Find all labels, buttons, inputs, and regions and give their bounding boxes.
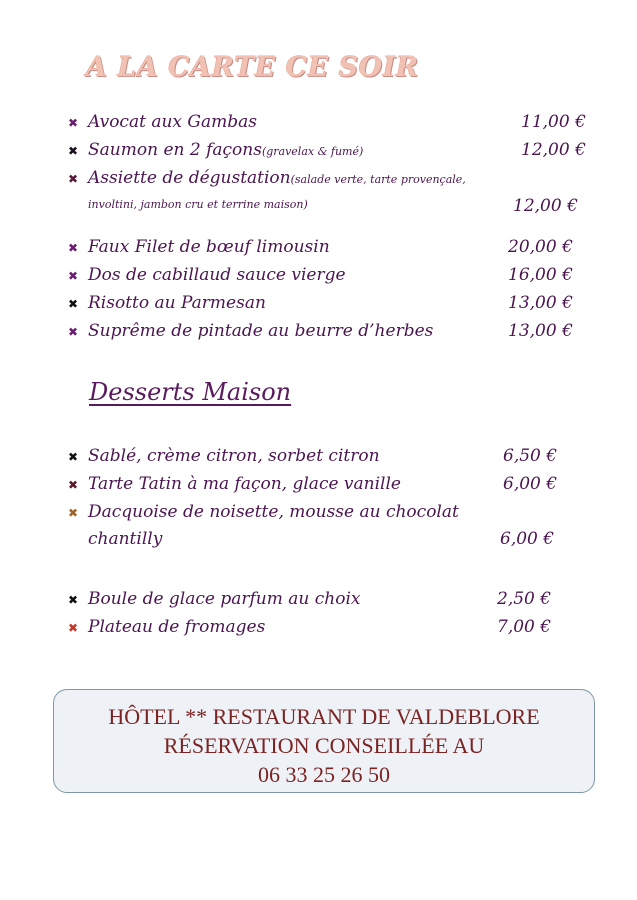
cross-bullet-icon: ✖ [68, 172, 79, 186]
cross-bullet-icon: ✖ [68, 621, 79, 635]
menu-item [68, 321, 433, 341]
cross-bullet-icon: ✖ [68, 269, 79, 283]
cross-bullet-icon: ✖ [68, 116, 79, 130]
item-price: 6,00 € [503, 474, 558, 494]
item-name-continued: chantilly [88, 529, 163, 549]
menu-item [68, 474, 401, 494]
item-name: Avocat aux Gambas [88, 112, 257, 132]
item-name: Dacquoise de noisette, mousse au chocolat [88, 502, 459, 522]
item-name: Sablé, crème citron, sorbet citron [88, 446, 380, 466]
cross-bullet-icon: ✖ [68, 593, 79, 607]
item-name: Boule de glace parfum au choix [88, 589, 361, 609]
menu-item [68, 265, 346, 285]
reservation-note: RÉSERVATION CONSEILLÉE AU [163, 733, 485, 758]
item-price: 13,00 € [508, 321, 573, 341]
item-note: (gravelax & fumé) [261, 145, 364, 158]
item-price: 20,00 € [508, 237, 573, 257]
item-name: Suprême de pintade au beurre d’herbes [88, 321, 434, 341]
menu-item [68, 237, 330, 257]
desserts-heading: Desserts Maison [89, 378, 292, 406]
reservation-info-box [53, 689, 595, 793]
menu-item [68, 140, 363, 160]
menu-item [68, 112, 257, 132]
item-price: 11,00 € [521, 112, 586, 132]
item-price: 12,00 € [513, 196, 578, 216]
item-price: 16,00 € [508, 265, 573, 285]
item-name: Faux Filet de bœuf limousin [88, 237, 330, 257]
cross-bullet-icon: ✖ [68, 450, 79, 464]
cross-bullet-icon: ✖ [68, 325, 79, 339]
menu-item [68, 589, 361, 609]
item-name: Assiette de dégustation [88, 168, 291, 188]
phone-number: 06 33 25 26 50 [258, 762, 390, 787]
menu-item [68, 168, 466, 188]
menu-item [68, 617, 265, 637]
menu-title: A LA CARTE CE SOIR [86, 52, 419, 83]
item-price: 2,50 € [497, 589, 552, 609]
item-price: 13,00 € [508, 293, 573, 313]
menu-item [68, 446, 380, 466]
item-price: 7,00 € [497, 617, 552, 637]
item-note: (salade verte, tarte provençale, [290, 173, 466, 186]
item-name: Dos de cabillaud sauce vierge [88, 265, 346, 285]
cross-bullet-icon: ✖ [68, 297, 79, 311]
item-name: Risotto au Parmesan [88, 293, 266, 313]
item-price: 6,00 € [500, 529, 555, 549]
menu-item [68, 502, 459, 522]
hotel-name: HÔTEL ** RESTAURANT DE VALDEBLORE [108, 704, 540, 729]
item-name: Saumon en 2 façons [88, 140, 262, 160]
cross-bullet-icon: ✖ [68, 144, 79, 158]
cross-bullet-icon: ✖ [68, 241, 79, 255]
item-price: 6,50 € [503, 446, 558, 466]
item-price: 12,00 € [521, 140, 586, 160]
menu-item [68, 293, 266, 313]
item-note-continued: involtini, jambon cru et terrine maison) [88, 198, 308, 211]
item-name: Plateau de fromages [88, 617, 266, 637]
cross-bullet-icon: ✖ [68, 506, 79, 520]
cross-bullet-icon: ✖ [68, 478, 79, 492]
item-name: Tarte Tatin à ma façon, glace vanille [88, 474, 401, 494]
